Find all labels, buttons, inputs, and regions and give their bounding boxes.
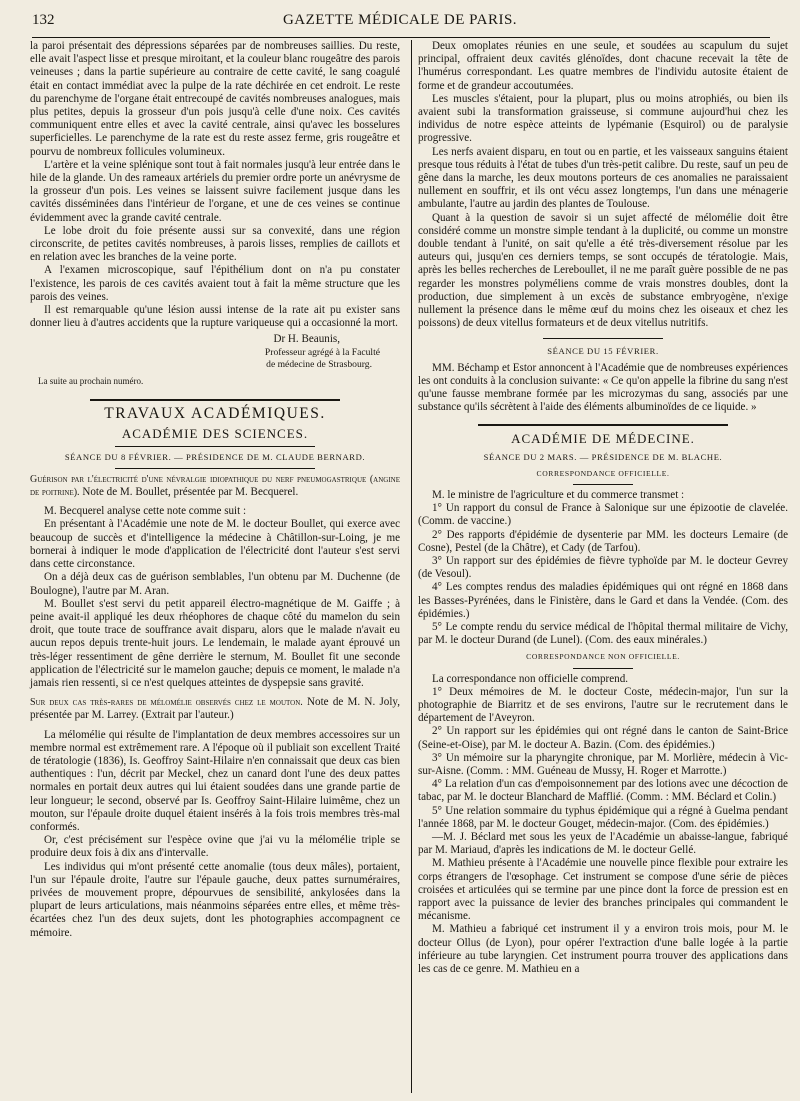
divider (573, 484, 633, 485)
paragraph: Or, c'est précisément sur l'espèce ovine que j'ai vu la mélomélie triple se produire deux fois à dix ans d'intervalle. (30, 834, 400, 860)
column-divider (411, 40, 412, 1093)
page-number: 132 (32, 12, 55, 28)
paragraph: M. Becquerel analyse cette note comme suit : (44, 505, 247, 518)
paragraph: Les nerfs avaient disparu, en tout ou en partie, et les vaisseaux sanguins étaient presque tous réduits à l'état de tubes d'un très-petit calibre. Du reste, sauf un peu de gêne dans la marche, les deux moutons porteurs de ces anomalies ne paraissaient nullement en souffrir, et ils ont vécu assez longtemps, l'un dans une ménagerie ambulante, l'autre au jardin des plantes de Toulouse. (418, 145, 788, 211)
header-rule (32, 37, 770, 38)
article-title: Sur deux cas très-rares de mélomélie observés chez le mouton. (30, 697, 303, 709)
section-title: TRAVAUX ACADÉMIQUES. (104, 404, 326, 422)
paragraph: Les muscles s'étaient, pour la plupart, plus ou moins atrophiés, ou bien ils avaient subi la transformation graisseuse, si commune aujourd'hui chez les individus de notre espèce atteints de lypémanie (Esquirol) ou de paralysie progressive. (418, 92, 788, 145)
subsection-heading: CORRESPONDANCE NON OFFICIELLE. (526, 652, 680, 662)
session-heading: SÉANCE DU 15 FÉVRIER. (547, 346, 659, 357)
academy-heading: ACADÉMIE DES SCIENCES. (121, 425, 309, 441)
list-item: 2° Des rapports d'épidémie de dysenterie par MM. les docteurs Lemaire (de Cosne), Pestel (de la Châtre), et Cady (de Tarfou). (418, 528, 788, 554)
list-item: 4° La relation d'un cas d'empoisonnement par des lotions avec une décoction de tabac, par M. le docteur Blanchard de Mafflié. (Comm. : MM. Béclard et Colin.) (418, 778, 788, 804)
left-column (30, 40, 400, 940)
journal-title: GAZETTE MÉDICALE DE PARIS. (282, 12, 518, 28)
paragraph: MM. Béchamp et Estor annoncent à l'Académie que de nombreuses expériences les ont conduits à la conclusion suivante: « Ce qu'on appelle la fibrine du sang n'est qu'une fausse membrane formée par les microzymas du sang, associés par une substance qu'ils sécrètent à l'aide des éléments albuminoïdes de ce liquide. » (418, 361, 788, 414)
divider (115, 468, 315, 469)
divider (543, 338, 663, 339)
article-title: Guérison par l'électricité d'une névralgie idiopathique du nerf pneumogastrique (angine de poitrine). (30, 473, 400, 499)
paragraph: Il est remarquable qu'une lésion aussi intense de la rate ait pu exister sans donner lieu à d'autres accidents que la rupture variqueuse qui a occasionné la mort. (30, 304, 400, 330)
divider (115, 446, 315, 447)
paragraph: M. Boullet s'est servi du petit appareil électro-magnétique de M. Gaiffe ; à peine avait-il appliqué les deux rhéophores de chaque côté du mamelon du sein droit, que toute trace de souffrance avait disparu, alors que le malade n'avait eu aucun repos depuis trente-huit jours. Le lendemain, le malade ayant éprouvé un très-léger ressentiment de gêne derrière le sternum, M. Boullet fit une seconde application de l'électricité sur le mamelon gauche; depuis ce moment, le malade n'a jamais rien ressenti, si ce n'est quelques atteintes de dyspepsie sans gravité. (30, 597, 400, 689)
author-title: de médecine de Strasbourg. (266, 358, 372, 370)
paragraph: M. Mathieu présente à l'Académie une nouvelle pince flexible pour extraire les corps étrangers de l'œsophage. Cet instrument se compose d'une série de pièces croisées et articulées qui se termine par une pince dont la force de pression est en rapport avec la puissance de levier des branches principales qui commandent le mécanisme. (418, 857, 788, 923)
paragraph: Les individus qui m'ont présenté cette anomalie (tous deux mâles), portaient, l'un sur l'épaule droite, l'autre sur l'épaule gauche, deux pattes surnuméraires, privées de mouvement propre, dépourvues de sensibilité, ankylosées dans la plupart de leurs articulations, mais néanmoins séparées entre elles, et même très-écartées chez l'un des deux sujets, dont les photographies accompagnent ce mémoire. (30, 860, 400, 939)
paragraph: On a déjà deux cas de guérison semblables, l'un obtenu par M. Duchenne (de Boulogne), l'autre par M. Aran. (30, 571, 400, 597)
list-item: 5° Le compte rendu du service médical de l'hôpital thermal militaire de Vichy, par M. le docteur Durand (de Lunel). (Com. des eaux minérales.) (418, 620, 788, 647)
page-header (32, 10, 768, 34)
article-heading (30, 696, 400, 722)
list-item: 3° Un mémoire sur la pharyngite chronique, par M. Morlière, médecin à Vic-sur-Aisne. (Comm. : MM. Guéneau de Mussy, H. Roger et Marrotte.) (418, 751, 788, 777)
article-byline: Note de M. N. Joly, présentée par M. Larrey. (Extrait par l'auteur.) (30, 696, 401, 722)
paragraph: M. Mathieu a fabriqué cet instrument il y a environ trois mois, pour M. le docteur Ollus (de Lyon), pour opérer l'extraction d'une balle logée à la partie inférieure au tube laryngien. Cet instrument pourra trouver des applications dans les cas de ce genre. M. Mathieu en a (418, 923, 788, 975)
paragraph: En présentant à l'Académie une note de M. le docteur Boullet, qui exerce avec beaucoup de succès et d'intelligence la médecine à Châtillon-sur-Loing, je me bornerai à indiquer le mode d'application de l'électricité dont l'auteur s'est servi dans cette circonstance. (30, 518, 400, 571)
paragraph: Quant à la question de savoir si un sujet affecté de mélomélie doit être considéré comme un monstre simple tendant à la duplicité, ou comme un monstre double tendant à l'unité, on sait qu'elle a été très-diversement résolue par les auteurs qui, jusqu'en ces derniers temps, se sont occupés de tératologie. Mais, après les belles recherches de Lereboullet, il ne me paraît guère possible de ne pas regarder les monstres polyméliens comme de vrais monstres doubles, dont la production, due simplement à un excès de substance embryogène, n'exige nullement la présence dans le même œuf du moins chez les oiseaux et chez les poissons) de deux vitellus formateurs et de deux vitellus nutritifs. (418, 211, 788, 330)
paragraph: M. le ministre de l'agriculture et du commerce transmet : (432, 488, 685, 501)
author-title: Professeur agrégé à la Faculté (264, 346, 380, 358)
list-item: 2° Un rapport sur les épidémies qui ont régné dans le canton de Saint-Brice (Seine-et-Oise), par M. le docteur A. Bazin. (Com. des épidémies.) (418, 725, 788, 751)
continuation-note: La suite au prochain numéro. (38, 375, 144, 386)
paragraph: L'artère et la veine splénique sont tout à fait normales jusqu'à leur entrée dans le hile de la glande. Un des rameaux artériels du premier ordre porte un anévrysme de la grosseur d'un pois. Les veines se laissent suivre facilement jusque dans les cavités disséminées dans l'intérieur de l'organe, et une de ces veines se continue évidemment avec la grande cavité centrale. (30, 158, 400, 224)
section-rule (478, 424, 728, 426)
session-heading: SÉANCE DU 8 FÉVRIER. — PRÉSIDENCE DE M. CLAUDE BERNARD. (64, 451, 366, 462)
paragraph: la paroi présentait des dépressions séparées par de nombreuses saillies. Du reste, elle avait l'aspect lisse et presque miroitant, et la couleur blanc rougeâtre des parois veineuses ; dans la partie supérieure au contraire de cette cavité, le sang coagulé était en contact immédiat avec la pulpe de la rate déchirée en cet endroit. Le reste du parenchyme de l'organe était entrecoupé de cavités nombreuses analogues, mais plus petites, depuis la grosseur d'un pois jusqu'à celle d'une noix. Ces cavités communiquent entre elles et avec la cavité centrale, ainsi qu'avec les bosselures superficielles. Le parenchyme de la rate est du reste assez ferme, gris rougeâtre et pourvu de nombreux follicules volumineux. (30, 40, 400, 158)
paragraph: La mélomélie qui résulte de l'implantation de deux membres accessoires sur un membre normal est extrêmement rare. A l'époque où il publiait son excellent Traité de tératologie (1836), Is. Geoffroy Saint-Hilaire n'en connaissait que deux cas bien authentiques : l'un, décrit par Meckel, chez un canard dont l'une des deux pattes normales en portait deux autres qui lui étaient soudées dans une grande partie de leur longueur; le second, observé par Is. Geoffroy Saint-Hilaire luimême, chez un mouton, sur l'épaule droite duquel étaient insérés à la fois trois membres très-mal conformés. (30, 728, 400, 833)
paragraph: Le lobe droit du foie présente aussi sur sa convexité, dans une région circonscrite, de petites cavités nombreuses, à parois lisses, remplies de caillots et en relation avec les branches de la veine porte. (30, 224, 400, 264)
paragraph: La correspondance non officielle comprend. (432, 672, 629, 685)
academy-heading: ACADÉMIE DE MÉDECINE. (511, 431, 695, 447)
section-rule (90, 399, 340, 401)
list-item: 5° Une relation sommaire du typhus épidémique qui a régné à Guelma pendant l'année 1868, par M. le docteur Gouget, médecin-major. (Com. des épidémies.) (418, 804, 788, 830)
subsection-heading: CORRESPONDANCE OFFICIELLE. (536, 468, 670, 478)
session-heading: SÉANCE DU 2 MARS. — PRÉSIDENCE DE M. BLACHE. (483, 452, 723, 463)
paragraph: —M. J. Béclard met sous les yeux de l'Académie un abaisse-langue, fabriqué par M. Mariaud, d'après les indications de M. le docteur Gellé. (418, 830, 788, 857)
right-column (418, 40, 788, 976)
divider (573, 668, 633, 669)
list-item: 4° Les comptes rendus des maladies épidémiques qui ont régné en 1868 dans les Basses-Pyrénées, dans le Finistère, dans le Gard et dans la Vendée. (Com. des épidémies.) (418, 581, 788, 620)
paragraph: Deux omoplates réunies en une seule, et soudées au scapulum du sujet principal, offraient deux cavités glénoïdes, dont chacune recevait la tête de l'humérus correspondant. Les quatre membres de l'individu autosite étaient de forme et de grandeur accoutumées. (418, 40, 788, 92)
paragraph: A l'examen microscopique, sauf l'épithélium dont on n'a pu constater l'existence, les parois de ces cavités avaient tout à fait la même structure que les parois des veines. (30, 264, 400, 303)
list-item: 1° Deux mémoires de M. le docteur Coste, médecin-major, l'un sur la photographie de Biarritz et de ses environs, l'autre sur le recrutement dans le département de l'Aveyron. (418, 685, 788, 725)
article-byline: Note de M. Boullet, présentée par M. Becquerel. (79, 486, 299, 499)
list-item: 3° Un rapport sur des épidémies de fièvre typhoïde par M. le docteur Gevrey (de Vesoul). (418, 554, 788, 581)
article-heading (30, 473, 400, 499)
list-item: 1° Un rapport du consul de France à Salonique sur une épizootie de clavelée. (Comm. de vaccine.) (418, 502, 788, 528)
author-signature: Dr H. Beaunis, (273, 333, 340, 346)
